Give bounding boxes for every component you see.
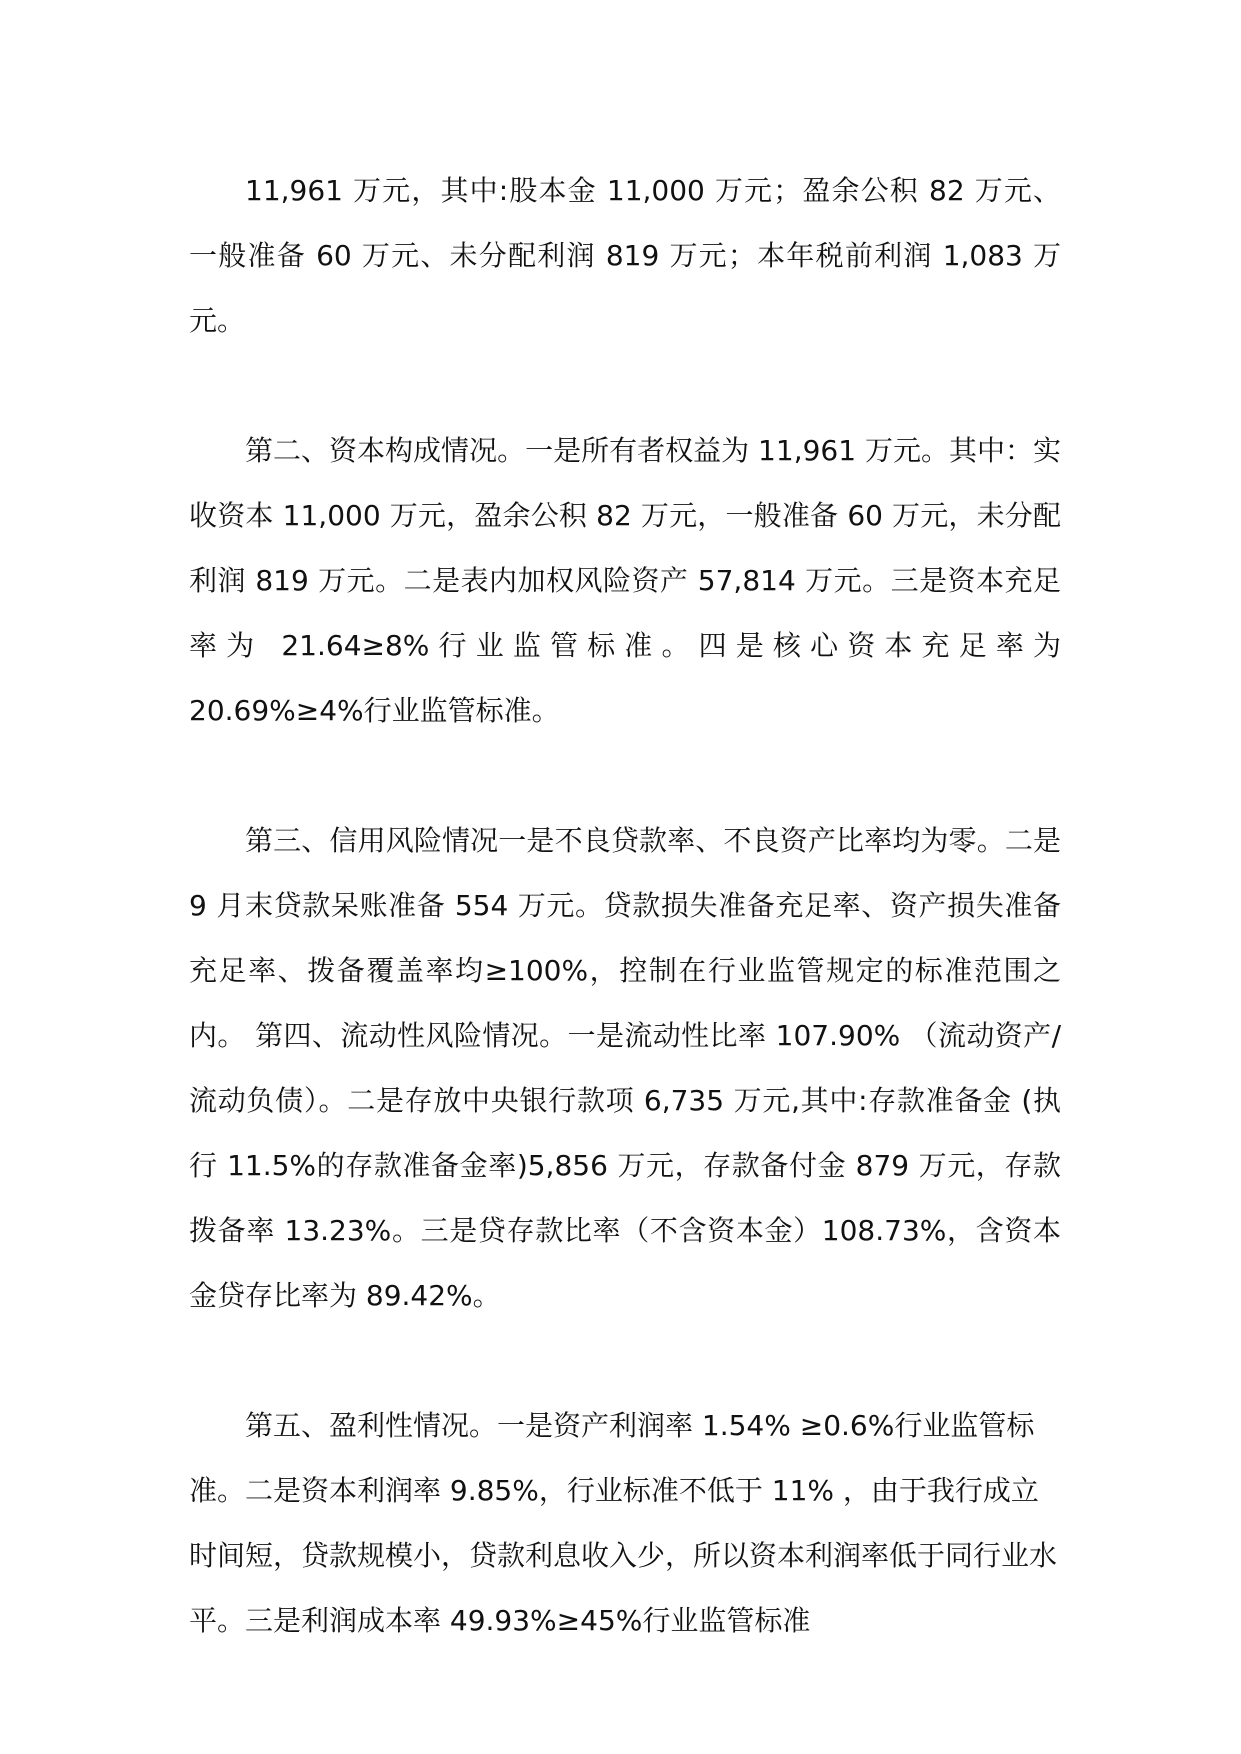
document-body — [189, 158, 1061, 1653]
paragraph-equity-summary: 11,961 万元，其中:股本金 11,000 万元；盈余公积 82 万元、一般准备 60 万元、未分配利润 819 万元；本年税前利润 1,083 万元。 — [189, 174, 1061, 337]
paragraph-capital-structure: 第二、资本构成情况。一是所有者权益为 11,961 万元。其中：实收资本 11,000 万元，盈余公积 82 万元，一般准备 60 万元，未分配利润 819 万元。二是表内加权风险资产 57,814 万元。三是资本充足率为 21.64≥8%行业监管标准。四是核心资本充足率为 20.69%≥4%行业监管标准。 — [189, 434, 1061, 727]
paragraph-profitability: 第五、盈利性情况。一是资产利润率 1.54% ≥0.6%行业监管标准。二是资本利润率 9.85%，行业标准不低于 11% ，由于我行成立时间短，贷款规模小，贷款利息收入少，所以资本利润率低于同行业水平。三是利润成本率 49.93%≥45%行业监管标准 — [189, 1409, 1058, 1637]
paragraph-credit-liquidity-risk: 第三、信用风险情况一是不良贷款率、不良资产比率均为零。二是 9 月末贷款呆账准备 554 万元。贷款损失准备充足率、资产损失准备充足率、拨备覆盖率均≥100%，控制在行业监管规定的标准范围之内。 第四、流动性风险情况。一是流动性比率 107.90% （流动资产/流动负债）。二是存放中央银行款项 6,735 万元,其中:存款准备金 (执行 11.5%的存款准备金率)5,856 万元，存款备付金 879 万元，存款拨备率 13.23%。三是贷存款比率（不含资本金）108.73%，含资本金贷存比率为 89.42%。 — [189, 824, 1061, 1312]
